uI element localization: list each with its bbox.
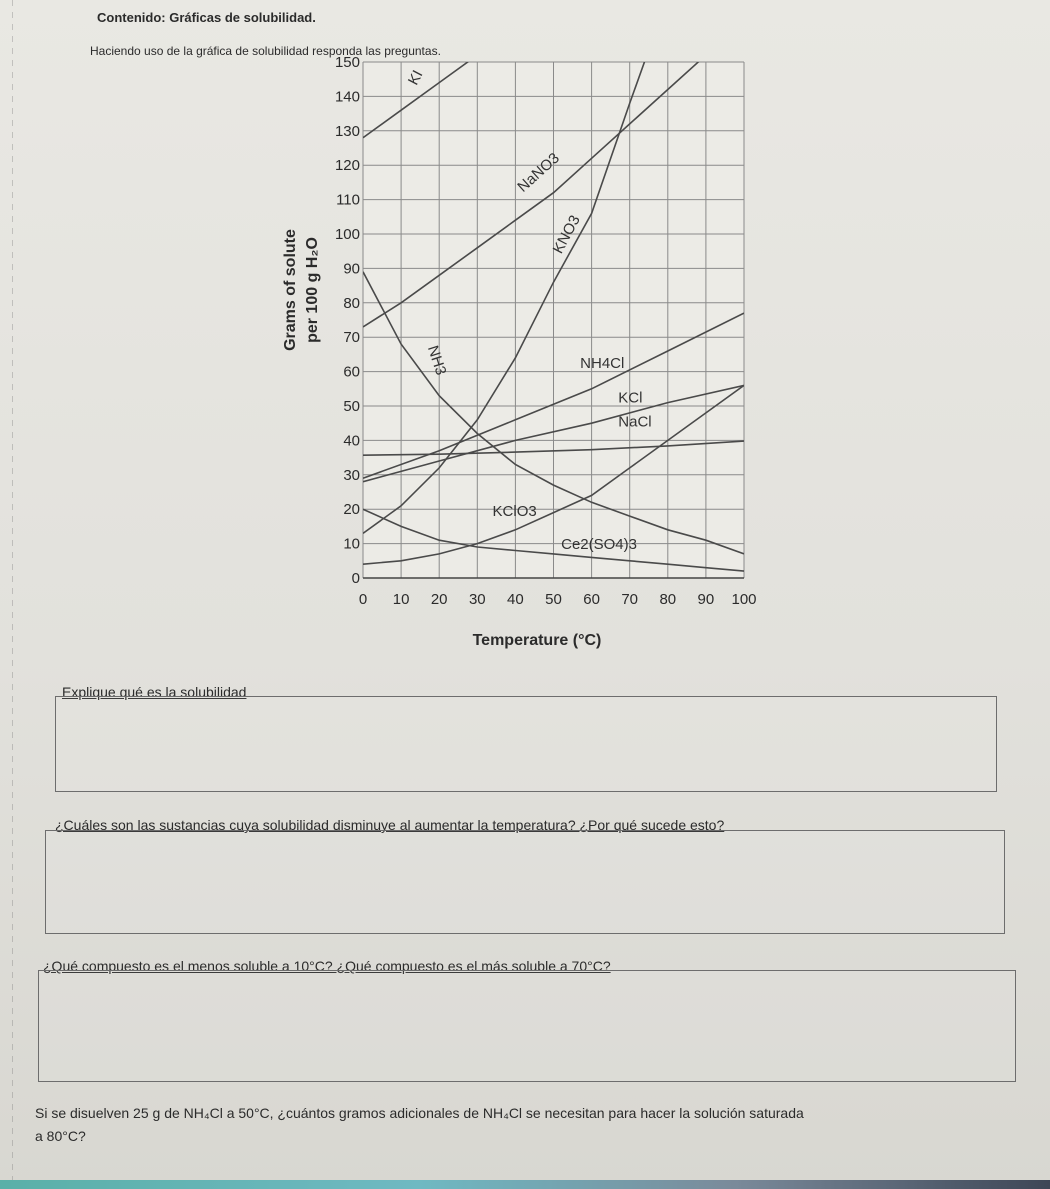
y-tick-label: 70 [343,329,360,347]
y-tick-label: 100 [334,226,360,243]
x-tick-label: 10 [392,591,410,608]
series-label-nacl: NaCl [618,413,652,431]
y-tick-label: 50 [343,398,360,415]
x-tick-label: 0 [358,591,368,608]
answer-box-1[interactable] [55,696,997,792]
y-tick-label: 60 [343,363,360,381]
worksheet-instruction: Haciendo uso de la gráfica de solubilidad responda las preguntas. [90,44,441,58]
series-label-kcl: KCl [618,389,643,407]
x-tick-label: 90 [697,591,715,608]
y-axis-label-line2: per 100 g H₂O [304,237,321,343]
question-3: ¿Qué compuesto es el menos soluble a 10°C? ¿Qué compuesto es el más soluble a 70°C? [43,958,611,974]
x-tick-label: 30 [468,591,486,608]
photo-bottom-edge [0,1180,1050,1189]
x-tick-label: 20 [430,591,448,608]
answer-box-3[interactable] [38,970,1016,1082]
x-tick-label: 50 [545,591,562,608]
y-tick-label: 130 [334,122,360,140]
y-tick-label: 150 [334,54,360,71]
y-tick-label: 0 [351,570,360,587]
x-tick-label: 80 [659,591,677,608]
y-axis-label-line1: Grams of solute [282,229,299,351]
x-tick-label: 60 [583,591,600,608]
series-label-ce2so43: Ce2(SO4)3 [561,535,637,553]
question-1: Explique qué es la solubilidad [62,684,247,700]
series-label-kno3: KNO3 [549,212,584,257]
y-tick-label: 10 [343,535,360,553]
series-label-nano3: NaNO3 [514,149,563,196]
y-tick-label: 110 [336,191,360,209]
question-4-line1: Si se disuelven 25 g de NH₄Cl a 50°C, ¿cuántos gramos adicionales de NH₄Cl se necesitan para hacer la solución saturada [35,1105,804,1121]
y-tick-label: 90 [343,260,360,278]
worksheet-heading: Contenido: Gráficas de solubilidad. [97,10,316,25]
y-tick-label: 80 [343,294,360,312]
y-tick-label: 40 [343,432,360,450]
answer-box-2[interactable] [45,830,1005,934]
series-label-kclo3: KClO3 [492,503,537,521]
x-axis-label: Temperature (°C) [472,632,602,649]
question-2: ¿Cuáles son las sustancias cuya solubilidad disminuye al aumentar la temperatura? ¿Por qué sucede esto? [55,817,725,833]
chart-grid [363,62,744,578]
series-label-nh3: NH3 [423,343,450,378]
series-label-ki: KI [404,67,427,88]
x-tick-label: 40 [507,591,524,608]
y-tick-label: 120 [334,157,360,175]
y-tick-label: 30 [343,466,360,484]
series-label-nh4cl: NH4Cl [580,355,625,373]
question-4-line2: a 80°C? [35,1128,86,1144]
y-tick-label: 140 [334,88,360,106]
x-tick-label: 100 [731,591,757,608]
x-tick-label: 70 [621,591,639,608]
y-tick-label: 20 [343,501,360,519]
